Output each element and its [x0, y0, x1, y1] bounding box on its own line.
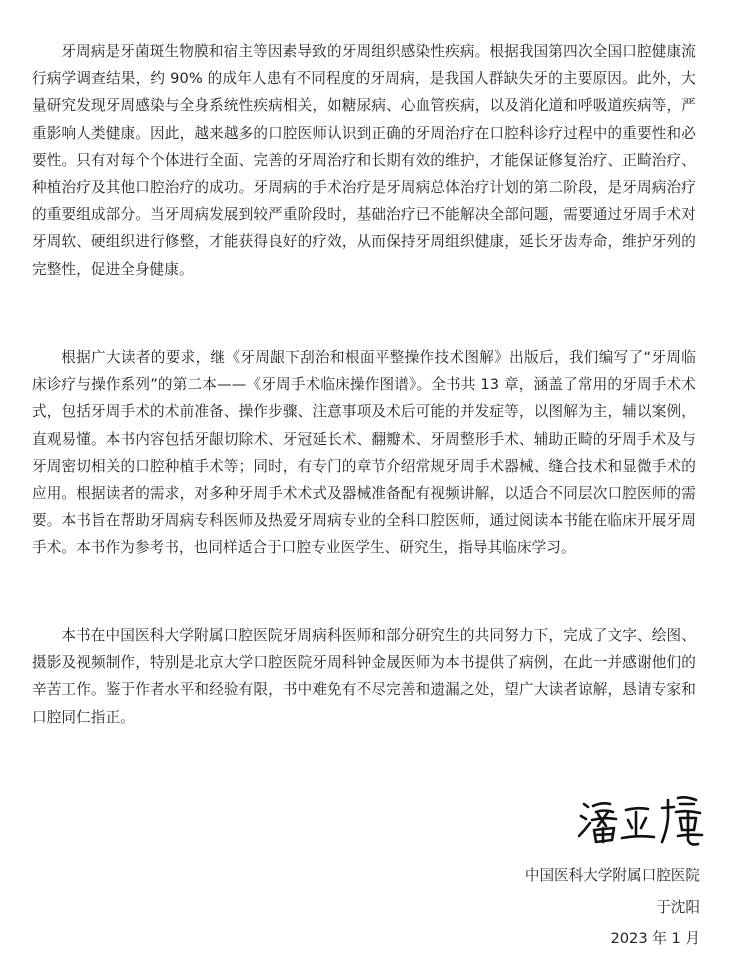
- author-place: 于沈阳: [656, 899, 700, 916]
- author-institution: 中国医科大学附属口腔医院: [524, 867, 700, 884]
- handwritten-signature: [576, 790, 706, 852]
- preface-date: 2023 年 1 月: [610, 930, 700, 947]
- preface-paragraph-2: 根据广大读者的要求，继《牙周龈下刮治和根面平整操作技术图解》出版后，我们编写了“牙周临床诊疗与操作系列”的第二本——《牙周手术临床操作图谱》。全书共 13 章，涵盖了常用的牙周手术术式，包括牙周手术的术前准备、操作步骤、注意事项及术后可能的并发症等，以图解为主，辅以案例，直观易懂。本书内容包括牙龈切除术、牙冠延长术、翻瓣术、牙周整形手术、辅助正畸的牙周手术及与牙周密切相关的口腔种植手术等；同时，有专门的章节介绍常规牙周手术器械、缝合技术和显微手术的应用。根据读者的需求，对多种牙周手术术式及器械准备配有视频讲解，以适合不同层次口腔医师的需要。本书旨在帮助牙周病专科医师及热爱牙周病专业的全科口腔医师，通过阅读本书能在临床开展牙周手术。本书作为参考书，也同样适合于口腔专业医学生、研究生，指导其临床学习。: [32, 349, 696, 557]
- preface-paragraph-3: 本书在中国医科大学附属口腔医院牙周病科医师和部分研究生的共同努力下，完成了文字、绘图、摄影及视频制作，特别是北京大学口腔医院牙周科钟金晟医师为本书提供了病例，在此一并感谢他们的辛苦工作。鉴于作者水平和经验有限，书中难免有不尽完善和遗漏之处，望广大读者谅解，恳请专家和口腔同仁指正。: [32, 627, 696, 726]
- preface-paragraph-1: 牙周病是牙菌斑生物膜和宿主等因素导致的牙周组织感染性疾病。根据我国第四次全国口腔健康流行病学调查结果，约 90% 的成年人患有不同程度的牙周病，是我国人群缺失牙的主要原因。此外，大量研究发现牙周感染与全身系统性疾病相关，如糖尿病、心血管疾病，以及消化道和呼吸道疾病等，严重影响人类健康。因此，越来越多的口腔医师认识到正确的牙周治疗在口腔科诊疗过程中的重要性和必要性。只有对每个个体进行全面、完善的牙周治疗和长期有效的维护，才能保证修复治疗、正畸治疗、种植治疗及其他口腔治疗的成功。牙周病的手术治疗是牙周病总体治疗计划的第二阶段，是牙周病治疗的重要组成部分。当牙周病发展到较严重阶段时，基础治疗已不能解决全部问题，需要通过牙周手术对牙周软、硬组织进行修整，才能获得良好的疗效，从而保持牙周组织健康，延长牙齿寿命，维护牙列的完整性，促进全身健康。: [32, 43, 696, 278]
